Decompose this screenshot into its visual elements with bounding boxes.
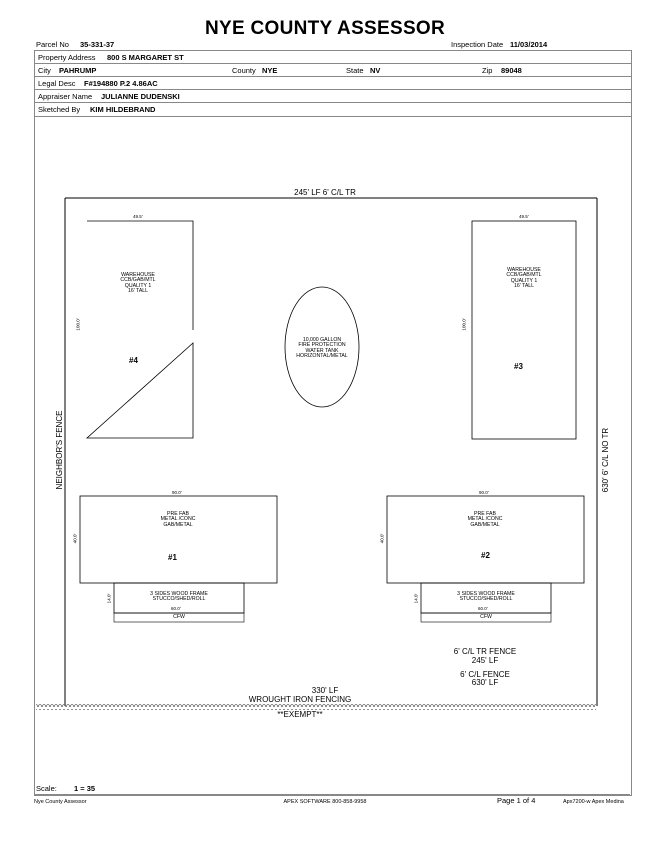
shed1-desc: 3 SIDES WOOD FRAME STUCCO/SHED/ROLL (150, 591, 208, 603)
top-fence-label: 245' LF 6' C/L TR (294, 188, 356, 197)
legal-label: Legal Desc (38, 79, 76, 88)
inspection-value: 11/03/2014 (510, 40, 548, 49)
parcel-value: 35-331-37 (80, 40, 115, 49)
inspection-label: Inspection Date (451, 40, 504, 49)
bottom-fence-length: 330' LF (311, 686, 339, 695)
prefab-2-outline (387, 496, 584, 583)
pf2-number: #2 (481, 551, 490, 560)
appraiser-value: JULIANNE DUDENSKI (101, 92, 180, 101)
shed1-width: 60.0' (171, 606, 181, 611)
county-label: County (232, 66, 256, 75)
sketched-value: KIM HILDEBRAND (90, 105, 156, 114)
wh4-number: #4 (129, 356, 138, 365)
pf1-number: #1 (168, 553, 177, 562)
pf2-width: 90.0' (479, 490, 489, 495)
scale-label: Scale: (36, 784, 57, 793)
parcel-label: Parcel No (36, 40, 69, 49)
shed2-desc: 3 SIDES WOOD FRAME STUCCO/SHED/ROLL (457, 591, 515, 603)
legal-value: F#194880 P.2 4.86AC (84, 79, 158, 88)
address-label: Property Address (38, 53, 96, 62)
wh3-height: 100.0' (461, 318, 467, 331)
footer-divider (34, 794, 630, 795)
wh3-number: #3 (514, 362, 523, 371)
address-value: 800 S MARGARET ST (107, 53, 184, 62)
cfw1-label: CFW (173, 614, 185, 620)
city-value: PAHRUMP (59, 66, 97, 75)
pf2-desc: PRE FAB METAL /CONC GAB/METAL (467, 511, 503, 528)
pf1-width: 90.0' (172, 490, 182, 495)
county-value: NYE (262, 66, 278, 75)
shed2-width: 60.0' (478, 606, 488, 611)
page-title: NYE COUNTY ASSESSOR (204, 18, 446, 39)
state-label: State (346, 66, 364, 75)
wh4-width: 49.5' (133, 214, 143, 219)
shed1-height: 14.0' (106, 593, 112, 604)
bottom-fence-type: WROUGHT IRON FENCING (248, 695, 352, 704)
sketched-label: Sketched By (38, 105, 81, 114)
pf2-height: 40.0' (379, 533, 385, 544)
left-fence-label: NEIGHBOR'S FENCE (55, 410, 64, 490)
warehouse-3-outline (472, 221, 576, 439)
scale-value: 1 = 35 (74, 784, 96, 793)
exempt-label: **EXEMPT** (277, 710, 323, 719)
footer-left: Nye County Assessor (34, 799, 87, 805)
footer-center: APEX SOFTWARE 800-858-9958 (283, 799, 367, 805)
right-fence-label: 630' 6' C/L NO TR (601, 427, 610, 493)
zip-label: Zip (482, 66, 493, 75)
pf1-height: 40.0' (72, 533, 78, 544)
wh4-height: 100.0' (75, 318, 81, 331)
footer-right: Apx7200-w Apex Medina (563, 799, 624, 805)
zip-value: 89048 (501, 66, 522, 75)
appraiser-label: Appraiser Name (38, 92, 93, 101)
wh4-desc: WAREHOUSE CCB/GAB/MTL QUALITY 1 16' TALL (120, 272, 156, 295)
wh3-width: 49.5' (519, 214, 529, 219)
state-value: NV (370, 66, 381, 75)
wh3-desc: WAREHOUSE CCB/GAB/MTL QUALITY 1 16' TALL (506, 267, 542, 290)
warehouse-4-outline (87, 221, 193, 438)
shed2-height: 14.0' (413, 593, 419, 604)
tank-desc: 10,000 GALLON FIRE PROTECTION WATER TANK HORIZONTAL/METAL (296, 337, 348, 360)
fence-notes: 6' C/L TR FENCE 245' LF 6' C/L FENCE 630' LF (453, 647, 517, 688)
pf1-desc: PRE FAB METAL /CONC GAB/METAL (160, 511, 196, 528)
city-label: City (38, 66, 51, 75)
prefab-1-outline (80, 496, 277, 583)
page-number: Page 1 of 4 (497, 796, 536, 805)
cfw2-label: CFW (480, 614, 492, 620)
